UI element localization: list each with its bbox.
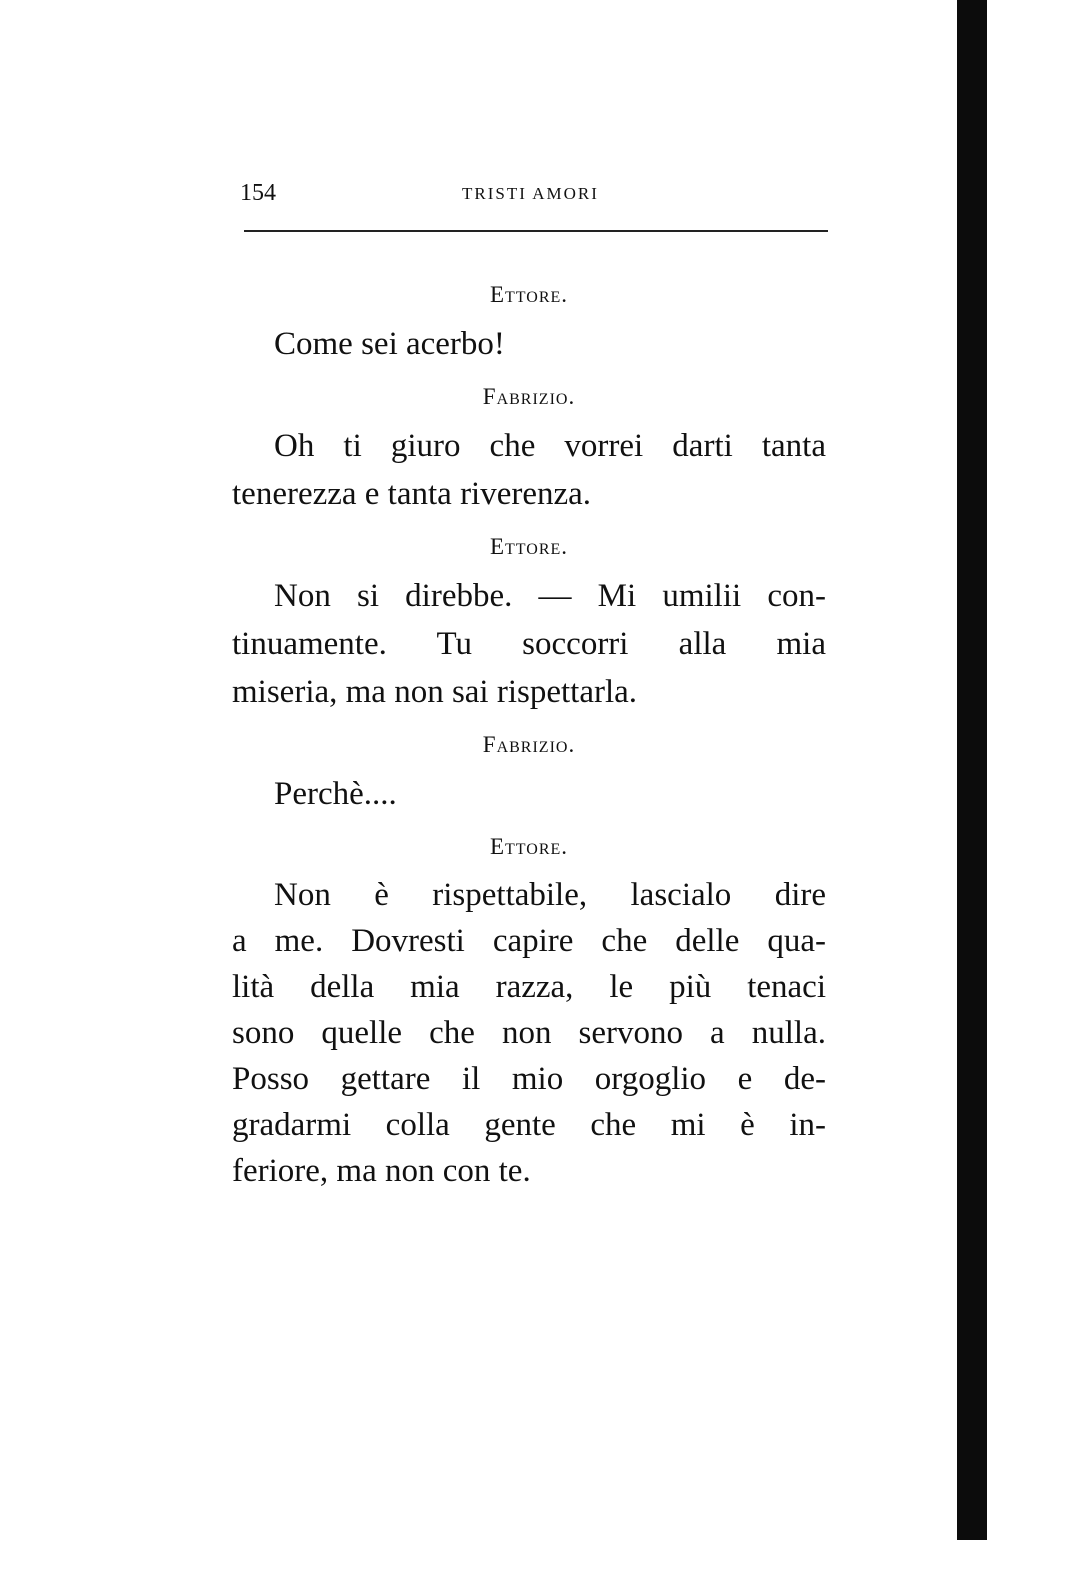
dialogue-text [232, 270, 826, 1198]
speech-line: feriore, ma non con te. [232, 1153, 531, 1189]
speech-line: miseria, ma non sai rispettarla. [232, 674, 638, 710]
running-title: TRISTI AMORI [462, 184, 599, 203]
speech [232, 320, 826, 368]
speech-line: Posso gettare il mio orgoglio e de- [232, 1061, 826, 1097]
page-header [240, 180, 830, 220]
speech-line: Non è rispettabile, lascialo dire [274, 877, 826, 913]
speaker-name: Fabrizio. [482, 732, 576, 757]
speaker-name: Ettore. [489, 834, 569, 859]
speech-line: sono quelle che non servono a nulla. [232, 1015, 826, 1051]
speaker-name: Fabrizio. [482, 384, 576, 409]
speech-line: Oh ti giuro che vorrei darti tanta [274, 428, 826, 464]
speech-line: Perchè.... [274, 776, 397, 812]
speech [232, 872, 826, 1194]
speech-line: gradarmi colla gente che mi è in- [232, 1107, 826, 1143]
speech-line: Non si direbbe. — Mi umilii con- [274, 578, 826, 614]
speech-line: tenerezza e tanta riverenza. [232, 476, 592, 512]
speaker-name: Ettore. [489, 282, 569, 307]
speech [232, 572, 826, 716]
speech-line: Come sei acerbo! [274, 326, 505, 362]
header-rule [244, 230, 828, 232]
binding-edge [957, 0, 987, 1540]
speech-line: lità della mia razza, le più tenaci [232, 969, 826, 1005]
speech [232, 422, 826, 518]
speech [232, 770, 826, 818]
speaker-name: Ettore. [489, 534, 569, 559]
page-number: 154 [240, 180, 276, 206]
speech-line: a me. Dovresti capire che delle qua- [232, 923, 826, 959]
speech-line: tinuamente. Tu soccorri alla mia [232, 626, 826, 662]
